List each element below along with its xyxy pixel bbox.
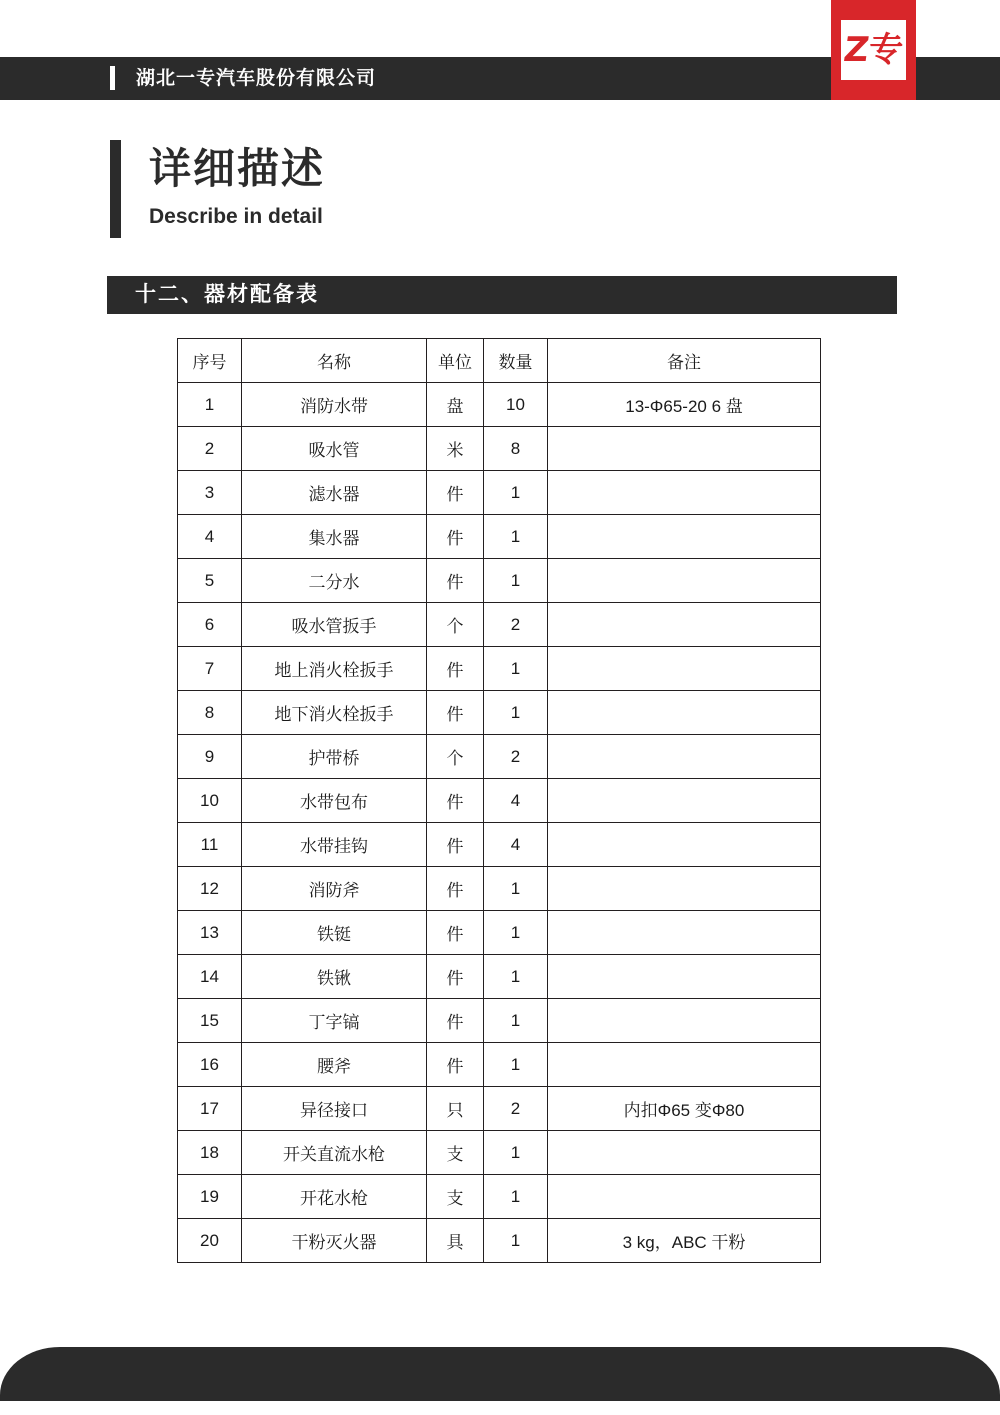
cell-name: 地下消火栓扳手 [242, 691, 427, 735]
cell-name: 护带桥 [242, 735, 427, 779]
cell-name: 集水器 [242, 515, 427, 559]
cell-no: 17 [178, 1087, 242, 1131]
cell-note [548, 999, 821, 1043]
cell-name: 水带挂钩 [242, 823, 427, 867]
cell-no: 11 [178, 823, 242, 867]
cell-name: 地上消火栓扳手 [242, 647, 427, 691]
footer-white-strip [0, 1401, 1000, 1415]
cell-qty: 4 [484, 823, 548, 867]
cell-note [548, 647, 821, 691]
cell-unit: 件 [427, 691, 484, 735]
cell-no: 16 [178, 1043, 242, 1087]
cell-note [548, 559, 821, 603]
table-row [178, 515, 821, 559]
cell-note [548, 779, 821, 823]
cell-no: 19 [178, 1175, 242, 1219]
cell-no: 7 [178, 647, 242, 691]
cell-unit: 件 [427, 955, 484, 999]
cell-unit: 只 [427, 1087, 484, 1131]
cell-qty: 1 [484, 999, 548, 1043]
cell-name: 铁铤 [242, 911, 427, 955]
cell-unit: 件 [427, 911, 484, 955]
equipment-table [177, 338, 821, 1263]
cell-qty: 1 [484, 955, 548, 999]
column-header-unit: 单位 [427, 339, 484, 383]
logo-mark-icon: Z专 [841, 30, 906, 70]
cell-unit: 米 [427, 427, 484, 471]
cell-no: 20 [178, 1219, 242, 1263]
cell-name: 开关直流水枪 [242, 1131, 427, 1175]
column-header-no: 序号 [178, 339, 242, 383]
cell-qty: 8 [484, 427, 548, 471]
cell-no: 4 [178, 515, 242, 559]
cell-name: 滤水器 [242, 471, 427, 515]
cell-no: 14 [178, 955, 242, 999]
cell-qty: 1 [484, 559, 548, 603]
cell-unit: 个 [427, 603, 484, 647]
cell-note: 3 kg，ABC 干粉 [548, 1219, 821, 1263]
company-logo [831, 0, 916, 100]
cell-qty: 1 [484, 1043, 548, 1087]
cell-name: 异径接口 [242, 1087, 427, 1131]
cell-note [548, 515, 821, 559]
cell-unit: 件 [427, 515, 484, 559]
cell-qty: 10 [484, 383, 548, 427]
cell-note [548, 955, 821, 999]
cell-note [548, 1175, 821, 1219]
cell-name: 水带包布 [242, 779, 427, 823]
table-row [178, 1131, 821, 1175]
page-header [0, 0, 1000, 110]
cell-unit: 件 [427, 779, 484, 823]
cell-no: 12 [178, 867, 242, 911]
cell-note [548, 691, 821, 735]
cell-note [548, 911, 821, 955]
cell-unit: 件 [427, 823, 484, 867]
cell-unit: 个 [427, 735, 484, 779]
cell-name: 消防斧 [242, 867, 427, 911]
column-header-note: 备注 [548, 339, 821, 383]
cell-no: 9 [178, 735, 242, 779]
cell-name: 二分水 [242, 559, 427, 603]
cell-no: 13 [178, 911, 242, 955]
cell-qty: 1 [484, 471, 548, 515]
cell-note: 13-Φ65-20 6 盘 [548, 383, 821, 427]
cell-note [548, 735, 821, 779]
table-row [178, 691, 821, 735]
cell-no: 15 [178, 999, 242, 1043]
cell-no: 10 [178, 779, 242, 823]
cell-name: 干粉灭火器 [242, 1219, 427, 1263]
company-name: 湖北一专汽车股份有限公司 [136, 68, 377, 89]
cell-note [548, 1043, 821, 1087]
table-header-row [178, 339, 821, 383]
cell-name: 消防水带 [242, 383, 427, 427]
table-row [178, 559, 821, 603]
cell-name: 开花水枪 [242, 1175, 427, 1219]
cell-qty: 2 [484, 735, 548, 779]
cell-unit: 件 [427, 999, 484, 1043]
cell-note [548, 427, 821, 471]
table-row [178, 955, 821, 999]
cell-unit: 件 [427, 867, 484, 911]
cell-qty: 1 [484, 691, 548, 735]
cell-unit: 支 [427, 1175, 484, 1219]
cell-no: 18 [178, 1131, 242, 1175]
table-row [178, 999, 821, 1043]
cell-qty: 2 [484, 603, 548, 647]
table-row [178, 1219, 821, 1263]
cell-note [548, 1131, 821, 1175]
column-header-name: 名称 [242, 339, 427, 383]
cell-note [548, 867, 821, 911]
cell-qty: 1 [484, 1219, 548, 1263]
cell-name: 吸水管扳手 [242, 603, 427, 647]
cell-no: 2 [178, 427, 242, 471]
table-row [178, 383, 821, 427]
title-texts [149, 140, 325, 232]
section-heading [107, 276, 897, 314]
column-header-qty: 数量 [484, 339, 548, 383]
table-row [178, 823, 821, 867]
cell-unit: 具 [427, 1219, 484, 1263]
cell-no: 6 [178, 603, 242, 647]
cell-qty: 1 [484, 1131, 548, 1175]
cell-no: 3 [178, 471, 242, 515]
table-body [178, 383, 821, 1263]
section-heading-label: 十二、器材配备表 [135, 283, 319, 306]
cell-name: 吸水管 [242, 427, 427, 471]
cell-unit: 支 [427, 1131, 484, 1175]
cell-note [548, 823, 821, 867]
cell-qty: 1 [484, 647, 548, 691]
cell-qty: 4 [484, 779, 548, 823]
cell-no: 8 [178, 691, 242, 735]
cell-unit: 件 [427, 1043, 484, 1087]
cell-name: 铁锹 [242, 955, 427, 999]
table-row [178, 735, 821, 779]
table-row [178, 647, 821, 691]
cell-name: 腰斧 [242, 1043, 427, 1087]
cell-unit: 盘 [427, 383, 484, 427]
cell-qty: 1 [484, 911, 548, 955]
cell-qty: 1 [484, 1175, 548, 1219]
header-accent-tick [110, 66, 115, 90]
table-row [178, 911, 821, 955]
cell-no: 1 [178, 383, 242, 427]
cell-qty: 1 [484, 515, 548, 559]
cell-note [548, 603, 821, 647]
cell-qty: 1 [484, 867, 548, 911]
title-accent-bar [110, 140, 121, 238]
table-row [178, 1175, 821, 1219]
table-row [178, 1087, 821, 1131]
table-row [178, 603, 821, 647]
cell-qty: 2 [484, 1087, 548, 1131]
cell-name: 丁字镐 [242, 999, 427, 1043]
logo-inner-plate [841, 20, 906, 80]
cell-note [548, 471, 821, 515]
page-subtitle: Describe in detail [149, 205, 323, 228]
table-row [178, 427, 821, 471]
cell-no: 5 [178, 559, 242, 603]
page-title: 详细描述 [149, 145, 326, 192]
cell-note: 内扣Φ65 变Φ80 [548, 1087, 821, 1131]
cell-unit: 件 [427, 647, 484, 691]
table-row [178, 471, 821, 515]
page-title-block [110, 140, 325, 238]
table-row [178, 867, 821, 911]
cell-unit: 件 [427, 471, 484, 515]
cell-unit: 件 [427, 559, 484, 603]
table-row [178, 1043, 821, 1087]
table-row [178, 779, 821, 823]
